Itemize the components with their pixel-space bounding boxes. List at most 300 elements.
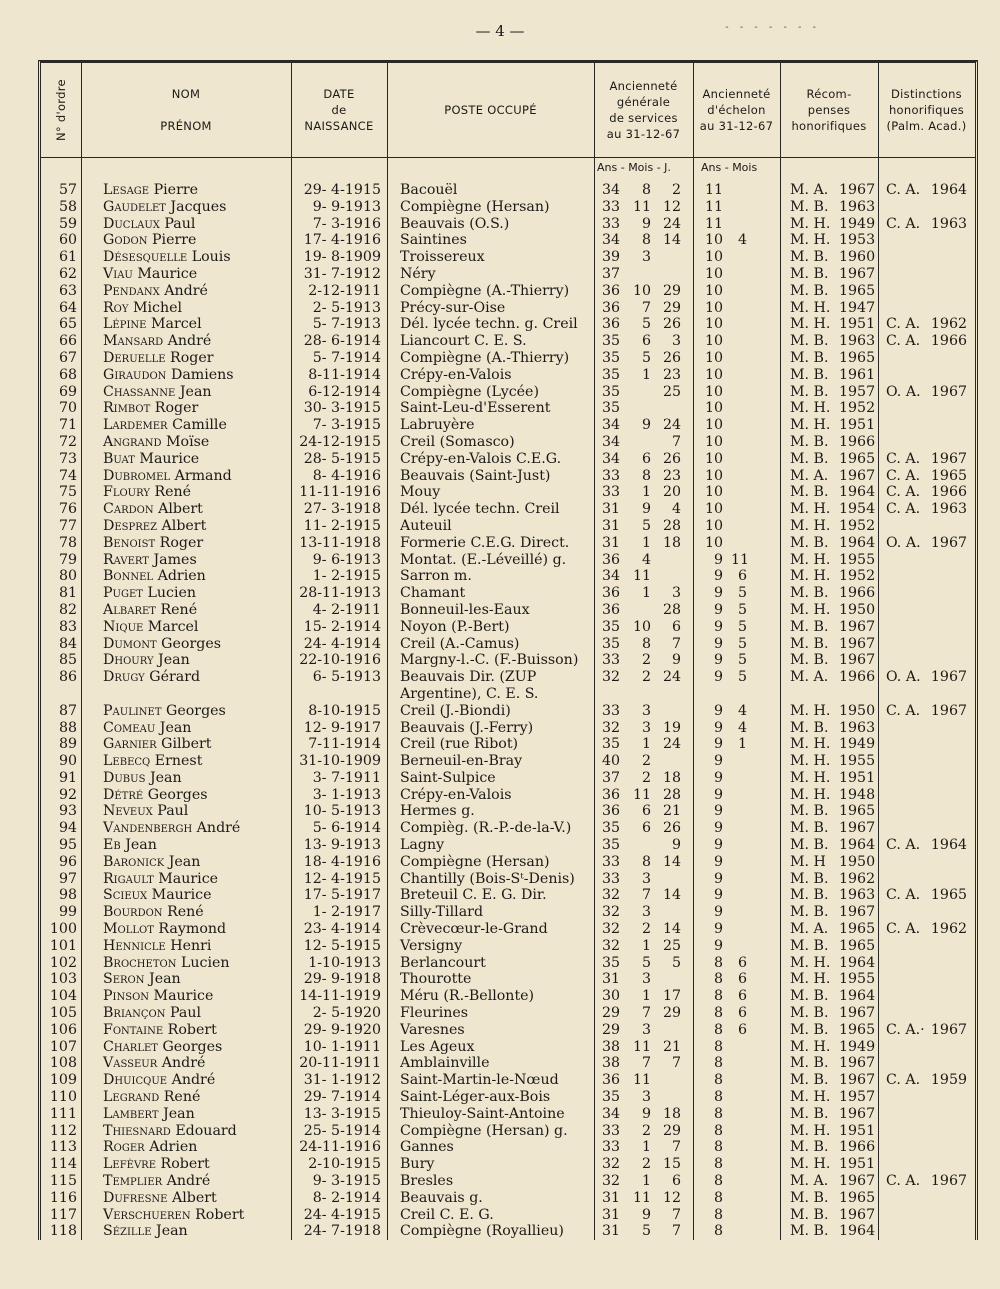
award-year: 1963 <box>839 198 876 215</box>
award-type: M. H. <box>790 1156 831 1173</box>
person-name <box>103 350 214 367</box>
award-year: 1954 <box>839 501 876 518</box>
row-number: 84 <box>58 635 77 652</box>
seniority-years: 33 <box>602 1122 621 1139</box>
award-year: 1955 <box>839 753 876 770</box>
row-number: 71 <box>58 417 77 434</box>
distinction-year: 1967 <box>930 1021 967 1038</box>
first-name: Robert <box>156 1156 210 1173</box>
seniority-years: 36 <box>602 551 621 568</box>
person-name <box>103 552 197 569</box>
surname: Mansard <box>103 333 164 350</box>
birth-date: 13- 3-1915 <box>303 1105 381 1122</box>
award-type: M. B. <box>790 1139 829 1156</box>
surname: Brocheton <box>103 954 177 971</box>
seniority-days: 5 <box>671 954 681 971</box>
row-number: 80 <box>58 568 77 585</box>
seniority-years: 34 <box>602 417 621 434</box>
birth-date: 20-11-1911 <box>299 1055 381 1072</box>
first-name: Ernest <box>150 753 203 770</box>
seniority-days: 3 <box>671 333 681 350</box>
table-row <box>41 1005 975 1022</box>
seniority-months: 9 <box>641 1206 651 1223</box>
step-years: 9 <box>713 635 723 652</box>
surname: Scieux <box>103 887 148 904</box>
birth-date: 9- 6-1913 <box>312 551 381 568</box>
award-type: M. A. <box>790 921 829 938</box>
row-number: 91 <box>58 769 77 786</box>
award-type: M. H. <box>790 954 831 971</box>
seniority-years: 34 <box>602 568 621 585</box>
award-year: 1964 <box>839 484 876 501</box>
table-row <box>41 1022 975 1039</box>
post-held: Compiègne (Hersan) g. <box>400 1122 568 1139</box>
birth-date: 5- 6-1914 <box>312 820 381 837</box>
birth-date: 31-10-1909 <box>299 753 381 770</box>
table-row <box>41 820 975 837</box>
birth-date: 12- 4-1915 <box>303 870 381 887</box>
person-name <box>103 417 227 434</box>
award-type: M. B. <box>790 1189 829 1206</box>
post-held: Crépy-en-Valois <box>400 366 512 383</box>
surname: Templier <box>103 1173 163 1190</box>
table-row <box>41 636 975 653</box>
first-name: Henri <box>165 937 212 954</box>
award-type: M. H. <box>790 299 831 316</box>
person-name <box>103 1123 237 1140</box>
seniority-days: 23 <box>662 467 681 484</box>
person-name <box>103 770 182 787</box>
step-years: 9 <box>713 568 723 585</box>
seniority-days: 7 <box>671 1206 681 1223</box>
row-number: 77 <box>58 517 77 534</box>
seniority-months: 7 <box>641 299 651 316</box>
distinction-year: 1967 <box>930 1173 967 1190</box>
seniority-years: 34 <box>602 450 621 467</box>
person-name <box>103 585 196 602</box>
seniority-days: 19 <box>662 719 681 736</box>
award-year: 1955 <box>839 971 876 988</box>
table-row <box>41 619 975 636</box>
post-held: Hermes g. <box>400 803 475 820</box>
award-year: 1949 <box>839 215 876 232</box>
birth-date: 31- 7-1912 <box>303 265 381 282</box>
row-number: 69 <box>58 383 77 400</box>
table-row <box>41 552 975 569</box>
person-name <box>103 837 157 854</box>
person-name <box>103 518 206 535</box>
step-years: 9 <box>713 769 723 786</box>
table-row <box>41 417 975 434</box>
first-name: Lucien <box>176 954 230 971</box>
row-number: 64 <box>58 299 77 316</box>
row-number: 90 <box>58 753 77 770</box>
award-year: 1967 <box>839 1005 876 1022</box>
step-years: 11 <box>704 215 723 232</box>
surname: Dumont <box>103 635 157 652</box>
table-row <box>41 434 975 451</box>
first-name: Gérard <box>144 669 201 686</box>
seniority-years: 33 <box>602 215 621 232</box>
seniority-months: 1 <box>641 1139 651 1156</box>
step-years: 9 <box>713 870 723 887</box>
first-name: Moïse <box>161 433 210 450</box>
birth-date: 28-11-1913 <box>299 585 381 602</box>
award-year: 1953 <box>839 232 876 249</box>
row-number: 110 <box>49 1089 77 1106</box>
distinction-type: O. A. <box>886 669 921 686</box>
step-years: 8 <box>713 1206 723 1223</box>
award-type: M. H. <box>790 702 831 719</box>
award-year: 1967 <box>839 820 876 837</box>
step-years: 8 <box>713 1005 723 1022</box>
surname: Verschueren <box>103 1206 191 1223</box>
person-name <box>103 367 234 384</box>
seniority-days: 7 <box>671 1223 681 1240</box>
table-row <box>41 1156 975 1173</box>
person-name <box>103 1039 222 1056</box>
surname: Désesquelle <box>103 249 188 266</box>
award-type: M. H. <box>790 551 831 568</box>
table-row <box>41 938 975 955</box>
award-year: 1951 <box>839 1122 876 1139</box>
table-row <box>41 501 975 518</box>
seniority-years: 33 <box>602 702 621 719</box>
surname: Deruelle <box>103 349 166 366</box>
row-number: 60 <box>58 232 77 249</box>
award-year: 1955 <box>839 551 876 568</box>
seniority-years: 31 <box>602 971 621 988</box>
seniority-months: 3 <box>641 904 651 921</box>
table-row <box>41 669 975 703</box>
distinction-type: C. A.· <box>886 1021 925 1038</box>
post-held: Bury <box>400 1156 435 1173</box>
seniority-years: 30 <box>602 988 621 1005</box>
step-years: 9 <box>713 585 723 602</box>
award-year: 1967 <box>839 467 876 484</box>
seniority-months: 10 <box>632 618 651 635</box>
seniority-days: 26 <box>662 316 681 333</box>
step-years: 9 <box>713 786 723 803</box>
seniority-months: 11 <box>632 568 651 585</box>
seniority-months: 3 <box>641 249 651 266</box>
post-held: Varesnes <box>400 1021 465 1038</box>
seniority-years: 35 <box>602 618 621 635</box>
seniority-months: 9 <box>641 501 651 518</box>
post-held: Beauvais (O.S.) <box>400 215 510 232</box>
table-row <box>41 1173 975 1190</box>
first-name: Maurice <box>134 450 200 467</box>
post-held: Crèvecœur-le-Grand <box>400 921 548 938</box>
birth-date: 24-12-1915 <box>299 433 381 450</box>
first-name: Jean <box>175 383 212 400</box>
seniority-days: 2 <box>671 182 681 198</box>
seniority-years: 33 <box>602 198 621 215</box>
post-held: Formerie C.E.G. Direct. <box>400 534 570 551</box>
seniority-months: 1 <box>641 988 651 1005</box>
person-name <box>103 568 206 585</box>
table-row <box>41 199 975 216</box>
surname: Hennicle <box>103 937 166 954</box>
step-years: 9 <box>713 820 723 837</box>
first-name: André <box>162 1173 211 1190</box>
table-row <box>41 384 975 401</box>
row-number: 73 <box>58 450 77 467</box>
seniority-days: 14 <box>662 853 681 870</box>
seniority-days: 24 <box>662 736 681 753</box>
post-held: Labruyère <box>400 417 475 434</box>
surname: Lefèvre <box>103 1156 157 1173</box>
award-type: M. B. <box>790 349 829 366</box>
table-row <box>41 1072 975 1089</box>
post-held: Creil C. E. G. <box>400 1206 494 1223</box>
table-row <box>41 1089 975 1106</box>
first-name: Roger <box>150 400 199 417</box>
post-held: Mouy <box>400 484 441 501</box>
row-number: 105 <box>49 1005 77 1022</box>
table-row <box>41 568 975 585</box>
row-number: 98 <box>58 887 77 904</box>
seniority-days: 7 <box>671 635 681 652</box>
row-number: 58 <box>58 198 77 215</box>
table-row <box>41 887 975 904</box>
row-number: 109 <box>49 1072 77 1089</box>
seniority-years: 33 <box>602 467 621 484</box>
first-name: Albert <box>167 1189 217 1206</box>
seniority-years: 35 <box>602 400 621 417</box>
seniority-months: 2 <box>641 652 651 669</box>
birth-date: 7- 3-1915 <box>312 417 381 434</box>
birth-date: 3- 7-1911 <box>312 769 381 786</box>
row-number: 99 <box>58 904 77 921</box>
birth-date: 11-11-1916 <box>299 484 381 501</box>
person-name <box>103 787 208 804</box>
award-type: M. B. <box>790 719 829 736</box>
person-name <box>103 283 208 300</box>
post-held: Beauvais g. <box>400 1189 483 1206</box>
surname: Neveux <box>103 803 153 820</box>
award-year: 1950 <box>839 601 876 618</box>
table-row <box>41 736 975 753</box>
step-years: 10 <box>704 349 723 366</box>
row-number: 116 <box>49 1189 77 1206</box>
person-name <box>103 619 198 636</box>
distinction-type: C. A. <box>886 182 921 198</box>
birth-date: 29- 9-1920 <box>303 1021 381 1038</box>
surname: Gaudelet <box>103 198 166 215</box>
seniority-years: 34 <box>602 232 621 249</box>
table-row <box>41 1039 975 1056</box>
post-held: Silly-Tillard <box>400 904 484 921</box>
birth-date: 15- 2-1914 <box>303 618 381 635</box>
person-name <box>103 434 209 451</box>
step-years: 8 <box>713 1105 723 1122</box>
birth-date: 9- 3-1915 <box>312 1173 381 1190</box>
distinction-year: 1967 <box>930 669 967 686</box>
award-type: M. H. <box>790 568 831 585</box>
seniority-years: 35 <box>602 954 621 971</box>
birth-date: 14-11-1919 <box>299 988 381 1005</box>
header-ordre: N° d'ordre <box>54 79 68 141</box>
award-year: 1967 <box>839 265 876 282</box>
seniority-years: 37 <box>602 265 621 282</box>
award-year: 1967 <box>839 635 876 652</box>
birth-date: 1- 2-1917 <box>312 904 381 921</box>
seniority-days: 12 <box>662 198 681 215</box>
birth-date: 28- 6-1914 <box>303 333 381 350</box>
step-years: 10 <box>704 249 723 266</box>
first-name: Armand <box>170 467 232 484</box>
step-months: 5 <box>737 618 747 635</box>
surname: Ravert <box>103 551 149 568</box>
seniority-months: 2 <box>641 769 651 786</box>
surname: Nique <box>103 618 144 635</box>
table-row <box>41 904 975 921</box>
award-year: 1967 <box>839 1072 876 1089</box>
step-years: 10 <box>704 366 723 383</box>
birth-date: 10- 1-1911 <box>303 1038 381 1055</box>
seniority-months: 1 <box>641 484 651 501</box>
table-row <box>41 921 975 938</box>
seniority-months: 6 <box>641 820 651 837</box>
surname: Bourdon <box>103 904 163 921</box>
row-number: 75 <box>58 484 77 501</box>
award-year: 1950 <box>839 702 876 719</box>
distinction-type: C. A. <box>886 316 921 333</box>
post-held: Chantilly (Bois-Sᵗ-Denis) <box>400 870 575 887</box>
person-name <box>103 1139 197 1156</box>
seniority-days: 29 <box>662 1005 681 1022</box>
surname: Lambert <box>103 1105 159 1122</box>
seniority-years: 35 <box>602 366 621 383</box>
birth-date: 18- 4-1916 <box>303 853 381 870</box>
step-years: 10 <box>704 484 723 501</box>
first-name: Pierre <box>147 232 197 249</box>
first-name: Damiens <box>166 366 234 383</box>
post-held: Beauvais Dir. (ZUP Argentine), C. E. S. <box>400 669 539 702</box>
post-held: Compiègne (A.-Thierry) <box>400 349 570 366</box>
table-row <box>41 216 975 233</box>
row-number: 78 <box>58 534 77 551</box>
birth-date: 11- 2-1915 <box>303 517 381 534</box>
person-name <box>103 820 240 837</box>
seniority-years: 38 <box>602 1055 621 1072</box>
surname: Roger <box>103 1139 145 1156</box>
seniority-months: 5 <box>641 1223 651 1240</box>
seniority-days: 28 <box>662 601 681 618</box>
seniority-days: 6 <box>671 1173 681 1190</box>
award-type: M. B. <box>790 635 829 652</box>
award-year: 1964 <box>839 837 876 854</box>
award-year: 1963 <box>839 719 876 736</box>
person-name <box>103 602 197 619</box>
seniority-days: 12 <box>662 1189 681 1206</box>
surname: Charlet <box>103 1038 158 1055</box>
person-name <box>103 232 196 249</box>
award-year: 1964 <box>839 1223 876 1240</box>
award-type: M. B. <box>790 484 829 501</box>
seniority-months: 5 <box>641 349 651 366</box>
seniority-days: 9 <box>671 652 681 669</box>
seniority-months: 2 <box>641 753 651 770</box>
surname: Dubromel <box>103 467 171 484</box>
seniority-months: 9 <box>641 1105 651 1122</box>
distinction-year: 1963 <box>930 215 967 232</box>
row-number: 67 <box>58 349 77 366</box>
step-years: 9 <box>713 853 723 870</box>
award-type: M. B. <box>790 652 829 669</box>
person-name <box>103 384 212 401</box>
post-held: Sarron m. <box>400 568 472 585</box>
post-held: Auteuil <box>400 517 452 534</box>
distinction-type: C. A. <box>886 333 921 350</box>
birth-date: 7-11-1914 <box>308 736 381 753</box>
seniority-years: 32 <box>602 669 621 686</box>
person-name <box>103 669 200 686</box>
distinction-year: 1962 <box>930 316 967 333</box>
surname: Lépine <box>103 316 147 333</box>
distinction-type: O. A. <box>886 383 921 400</box>
birth-date: 27- 3-1918 <box>303 501 381 518</box>
table-row <box>41 300 975 317</box>
step-years: 10 <box>704 316 723 333</box>
award-year: 1965 <box>839 450 876 467</box>
seniority-years: 31 <box>602 1189 621 1206</box>
seniority-months: 8 <box>641 853 651 870</box>
award-year: 1962 <box>839 870 876 887</box>
award-year: 1964 <box>839 954 876 971</box>
row-number: 62 <box>58 265 77 282</box>
seniority-days: 18 <box>662 1105 681 1122</box>
seniority-days: 26 <box>662 450 681 467</box>
post-held: Néry <box>400 265 436 282</box>
post-held: Compiègne (Royallieu) <box>400 1223 564 1240</box>
award-year: 1965 <box>839 282 876 299</box>
seniority-years: 32 <box>602 904 621 921</box>
award-year: 1949 <box>839 736 876 753</box>
person-name <box>103 803 188 820</box>
award-year: 1960 <box>839 249 876 266</box>
surname: Briançon <box>103 1005 166 1022</box>
first-name: Paul <box>159 215 196 232</box>
table-row <box>41 854 975 871</box>
first-name: René <box>149 484 192 501</box>
award-type: M. H. <box>790 316 831 333</box>
award-type: M. B. <box>790 383 829 400</box>
post-held: Troissereux <box>400 249 485 266</box>
step-years: 8 <box>713 954 723 971</box>
seniority-years: 29 <box>602 1005 621 1022</box>
step-years: 10 <box>704 417 723 434</box>
award-year: 1952 <box>839 517 876 534</box>
award-year: 1964 <box>839 988 876 1005</box>
first-name: Raymond <box>153 921 227 938</box>
first-name: René <box>155 601 198 618</box>
table-row <box>41 535 975 552</box>
seniority-days: 14 <box>662 921 681 938</box>
seniority-months: 8 <box>641 467 651 484</box>
award-year: 1967 <box>839 1105 876 1122</box>
step-years: 9 <box>713 837 723 854</box>
seniority-days: 26 <box>662 349 681 366</box>
seniority-days: 17 <box>662 988 681 1005</box>
person-name <box>103 535 203 552</box>
first-name: Jean <box>153 652 190 669</box>
step-years: 10 <box>704 333 723 350</box>
distinction-year: 1965 <box>930 887 967 904</box>
award-type: M. B. <box>790 904 829 921</box>
first-name: Jean <box>120 837 157 854</box>
